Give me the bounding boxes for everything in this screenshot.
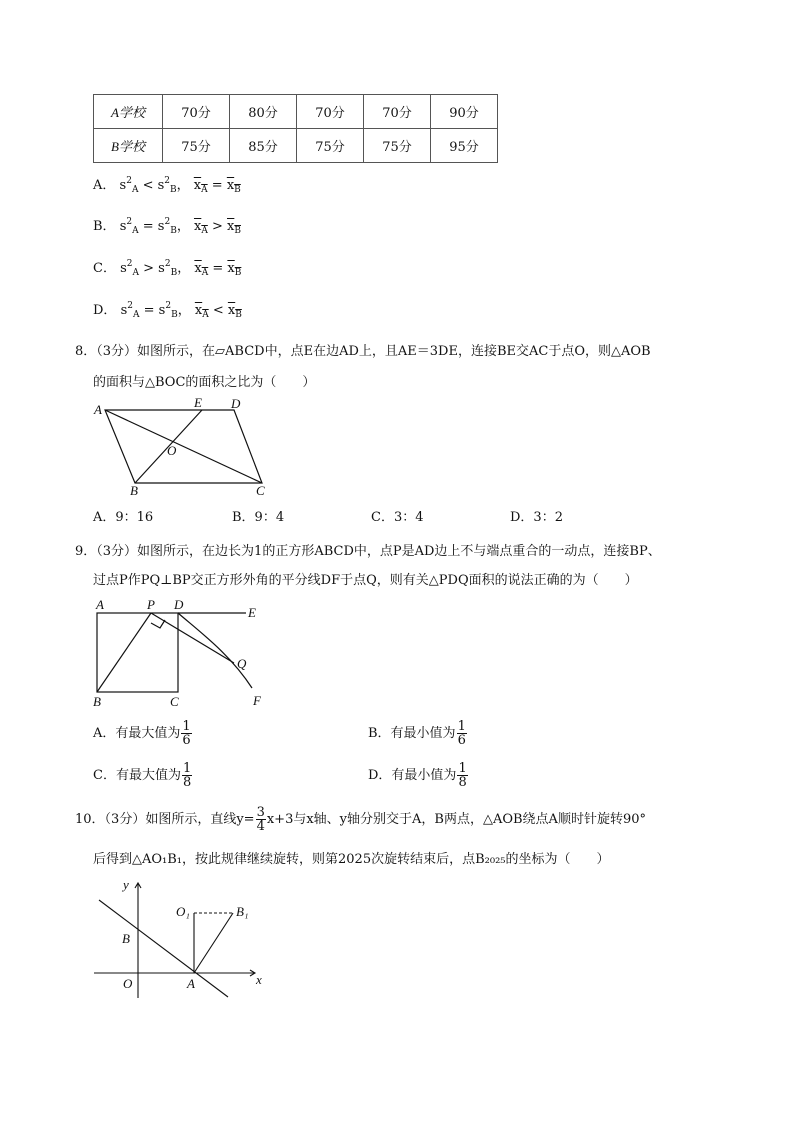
label-e: E [194,395,202,410]
label-c: C [170,694,179,709]
q9-option-d: D．有最小值为 $\frac{1}{8}$ [368,761,467,790]
score-table [93,94,498,163]
right-angle-mark [151,620,165,628]
table-cell: 75分 [163,129,230,163]
table-cell: 80分 [230,95,297,129]
label-e: E [248,605,256,620]
label-y: y [123,877,129,892]
label-a: A [187,976,195,991]
label-a: A [94,402,102,417]
q8-text-line2: 的面积与△BOC的面积之比为（ ） [93,375,316,390]
table-cell: 70分 [364,95,431,129]
q8-option-a: A．9：16 [93,510,154,525]
table-cell-school: A学校 [94,95,163,129]
q9-option-b: B．有最小值为 $\frac{1}{6}$ [368,719,466,748]
q8-option-c: C．3：4 [371,510,424,525]
curve-df [178,613,252,688]
square-abcd [97,613,178,692]
table-row [94,129,498,163]
label-o: O [167,443,177,458]
table-cell: 70分 [163,95,230,129]
q10-text-line2: 后得到△AO₁B₁，按此规律继续旋转，则第2025次旋转结束后，点B₂₀₂₅的坐标为（ ） [93,852,610,867]
q9-option-c: C．有最大值为 $\frac{1}{8}$ [93,761,192,790]
segment-ab1 [194,913,233,973]
line-ab [99,900,228,997]
q7-option-b: B． $s^2_A = s^2_B$， $x_A > x_B$ [93,217,241,236]
q9-text-line1: 9．（3分）如图所示，在边长为1的正方形ABCD中，点P是AD边上不与端点重合的一动点，连接BP、 [75,544,661,559]
label-o: O [123,976,133,991]
table-cell: 75分 [364,129,431,163]
q10-coordinate-figure [90,874,270,1004]
table-cell: 75分 [297,129,364,163]
table-cell: 95分 [431,129,498,163]
q9-square-figure [90,596,270,710]
q8-option-d: D．3：2 [510,510,563,525]
table-row [94,95,498,129]
label-o1: O₁ [176,904,190,919]
q8-text-line1: 8．（3分）如图所示，在▱ABCD中，点E在边AD上，且AE＝3DE，连接BE交AC于点O，则△AOB [75,344,651,359]
table-cell-school: B学校 [94,129,163,163]
label-b: B [130,483,138,498]
segment-pq [151,613,234,663]
q8-parallelogram-figure [90,394,280,498]
label-c: C [256,483,265,498]
q9-option-a: A．有最大值为 $\frac{1}{6}$ [93,719,191,748]
q10-text-line1: 10．（3分）如图所示，直线y= $\frac{3}{4}$ x+3与x轴、y轴分别交于A，B两点，△AOB绕点A顺时针旋转90° [75,805,646,834]
label-d: D [231,396,241,411]
table-cell: 70分 [297,95,364,129]
q7-option-c: C． $s^2_A > s^2_B$， $x_A = x_B$ [93,259,242,278]
q9-text-line2: 过点P作PQ⊥BP交正方形外角的平分线DF于点Q，则有关△PDQ面积的说法正确的为（ ） [93,573,638,588]
table-cell: 90分 [431,95,498,129]
label-b1: B₁ [236,904,249,919]
label-a: A [96,597,104,612]
q7-option-a: A． $s^2_A < s^2_B$， $x_A = x_B$ [93,176,241,195]
q7-option-d: D． $s^2_A = s^2_B$， $x_A < x_B$ [93,301,242,320]
q8-option-b: B．9：4 [232,510,285,525]
label-f: F [253,693,261,708]
label-b: B [122,931,130,946]
label-x: x [256,972,262,987]
label-q: Q [237,656,247,671]
segment-bp [97,613,151,692]
table-cell: 85分 [230,129,297,163]
label-p: P [147,597,155,612]
label-b: B [93,694,101,709]
label-d: D [174,597,184,612]
